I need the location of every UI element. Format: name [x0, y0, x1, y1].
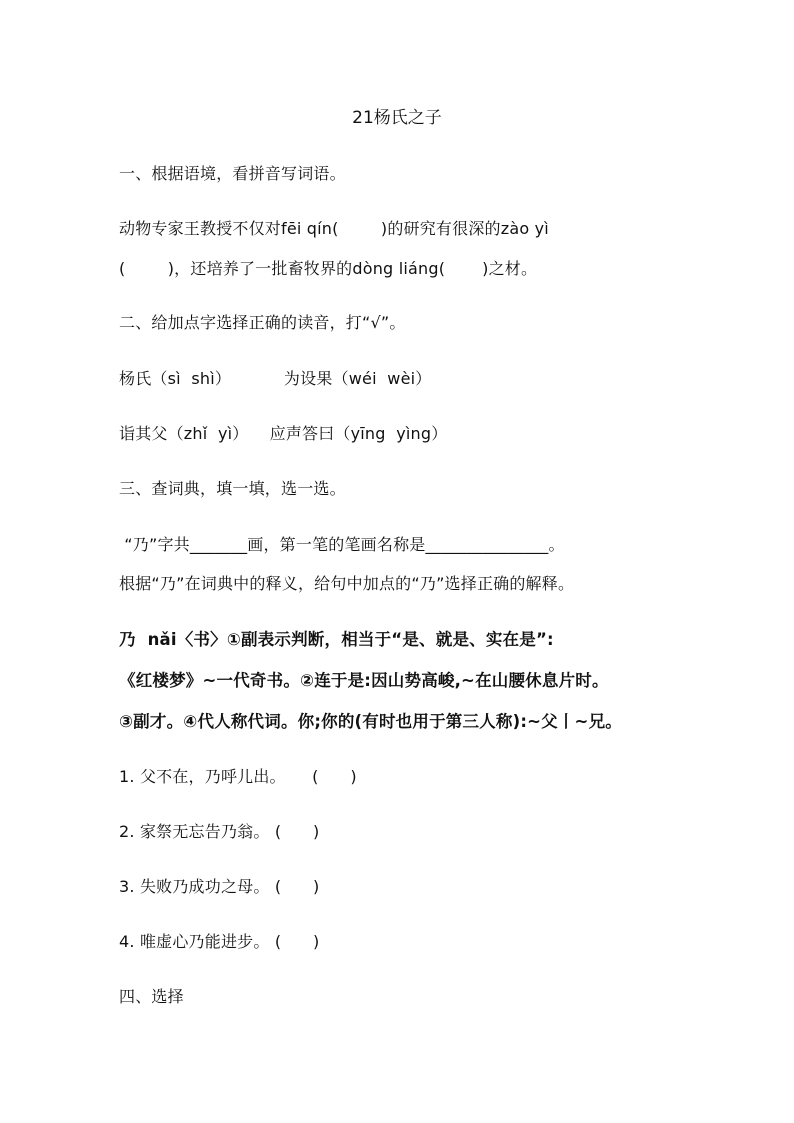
section3-heading: 三、查词典，填一填，选一选。 — [119, 479, 346, 498]
section1-heading: 一、根据语境，看拼音写词语。 — [119, 164, 346, 183]
question-4: 4. 唯虚心乃能进步。 ( ) — [119, 932, 320, 951]
section1-sentence-line1: 动物专家王教授不仅对fēi qín( )的研究有很深的zào yì — [119, 219, 549, 238]
section3-fill-line: “乃”字共_______画，第一笔的笔画名称是_______________。 — [119, 535, 565, 554]
section2-heading: 二、给加点字选择正确的读音，打“√”。 — [119, 313, 406, 332]
section1-sentence-line2: ( )，还培养了一批畜牧界的dòng liáng( )之材。 — [119, 259, 538, 278]
question-3: 3. 失败乃成功之母。 ( ) — [119, 877, 320, 896]
question-2: 2. 家祭无忘告乃翁。 ( ) — [119, 822, 320, 841]
dictionary-definition-line2: 《红楼梦》~一代奇书。②连于是:因山势高峻,~在山腰休息片时。 — [119, 671, 609, 690]
question-1: 1. 父不在，乃呼儿出。 ( ) — [119, 767, 357, 786]
section2-pronunciation-row2: 诣其父（zhǐ yì） 应声答曰（yīng yìng） — [119, 424, 448, 443]
dictionary-definition-line1: 乃 nǎi〈书〉①副表示判断，相当于“是、就是、实在是”: — [119, 630, 554, 649]
dictionary-definition-line3: ③副才。④代人称代词。你;你的(有时也用于第三人称):~父丨~兄。 — [119, 712, 622, 731]
page-title: 21杨氏之子 — [352, 108, 442, 128]
section4-heading: 四、选择 — [119, 987, 184, 1006]
section2-pronunciation-row1: 杨氏（sì shì） 为设果（wéi wèi） — [119, 369, 432, 388]
section3-instruction: 根据“乃”在词典中的释义，给句中加点的“乃”选择正确的解释。 — [119, 574, 575, 593]
